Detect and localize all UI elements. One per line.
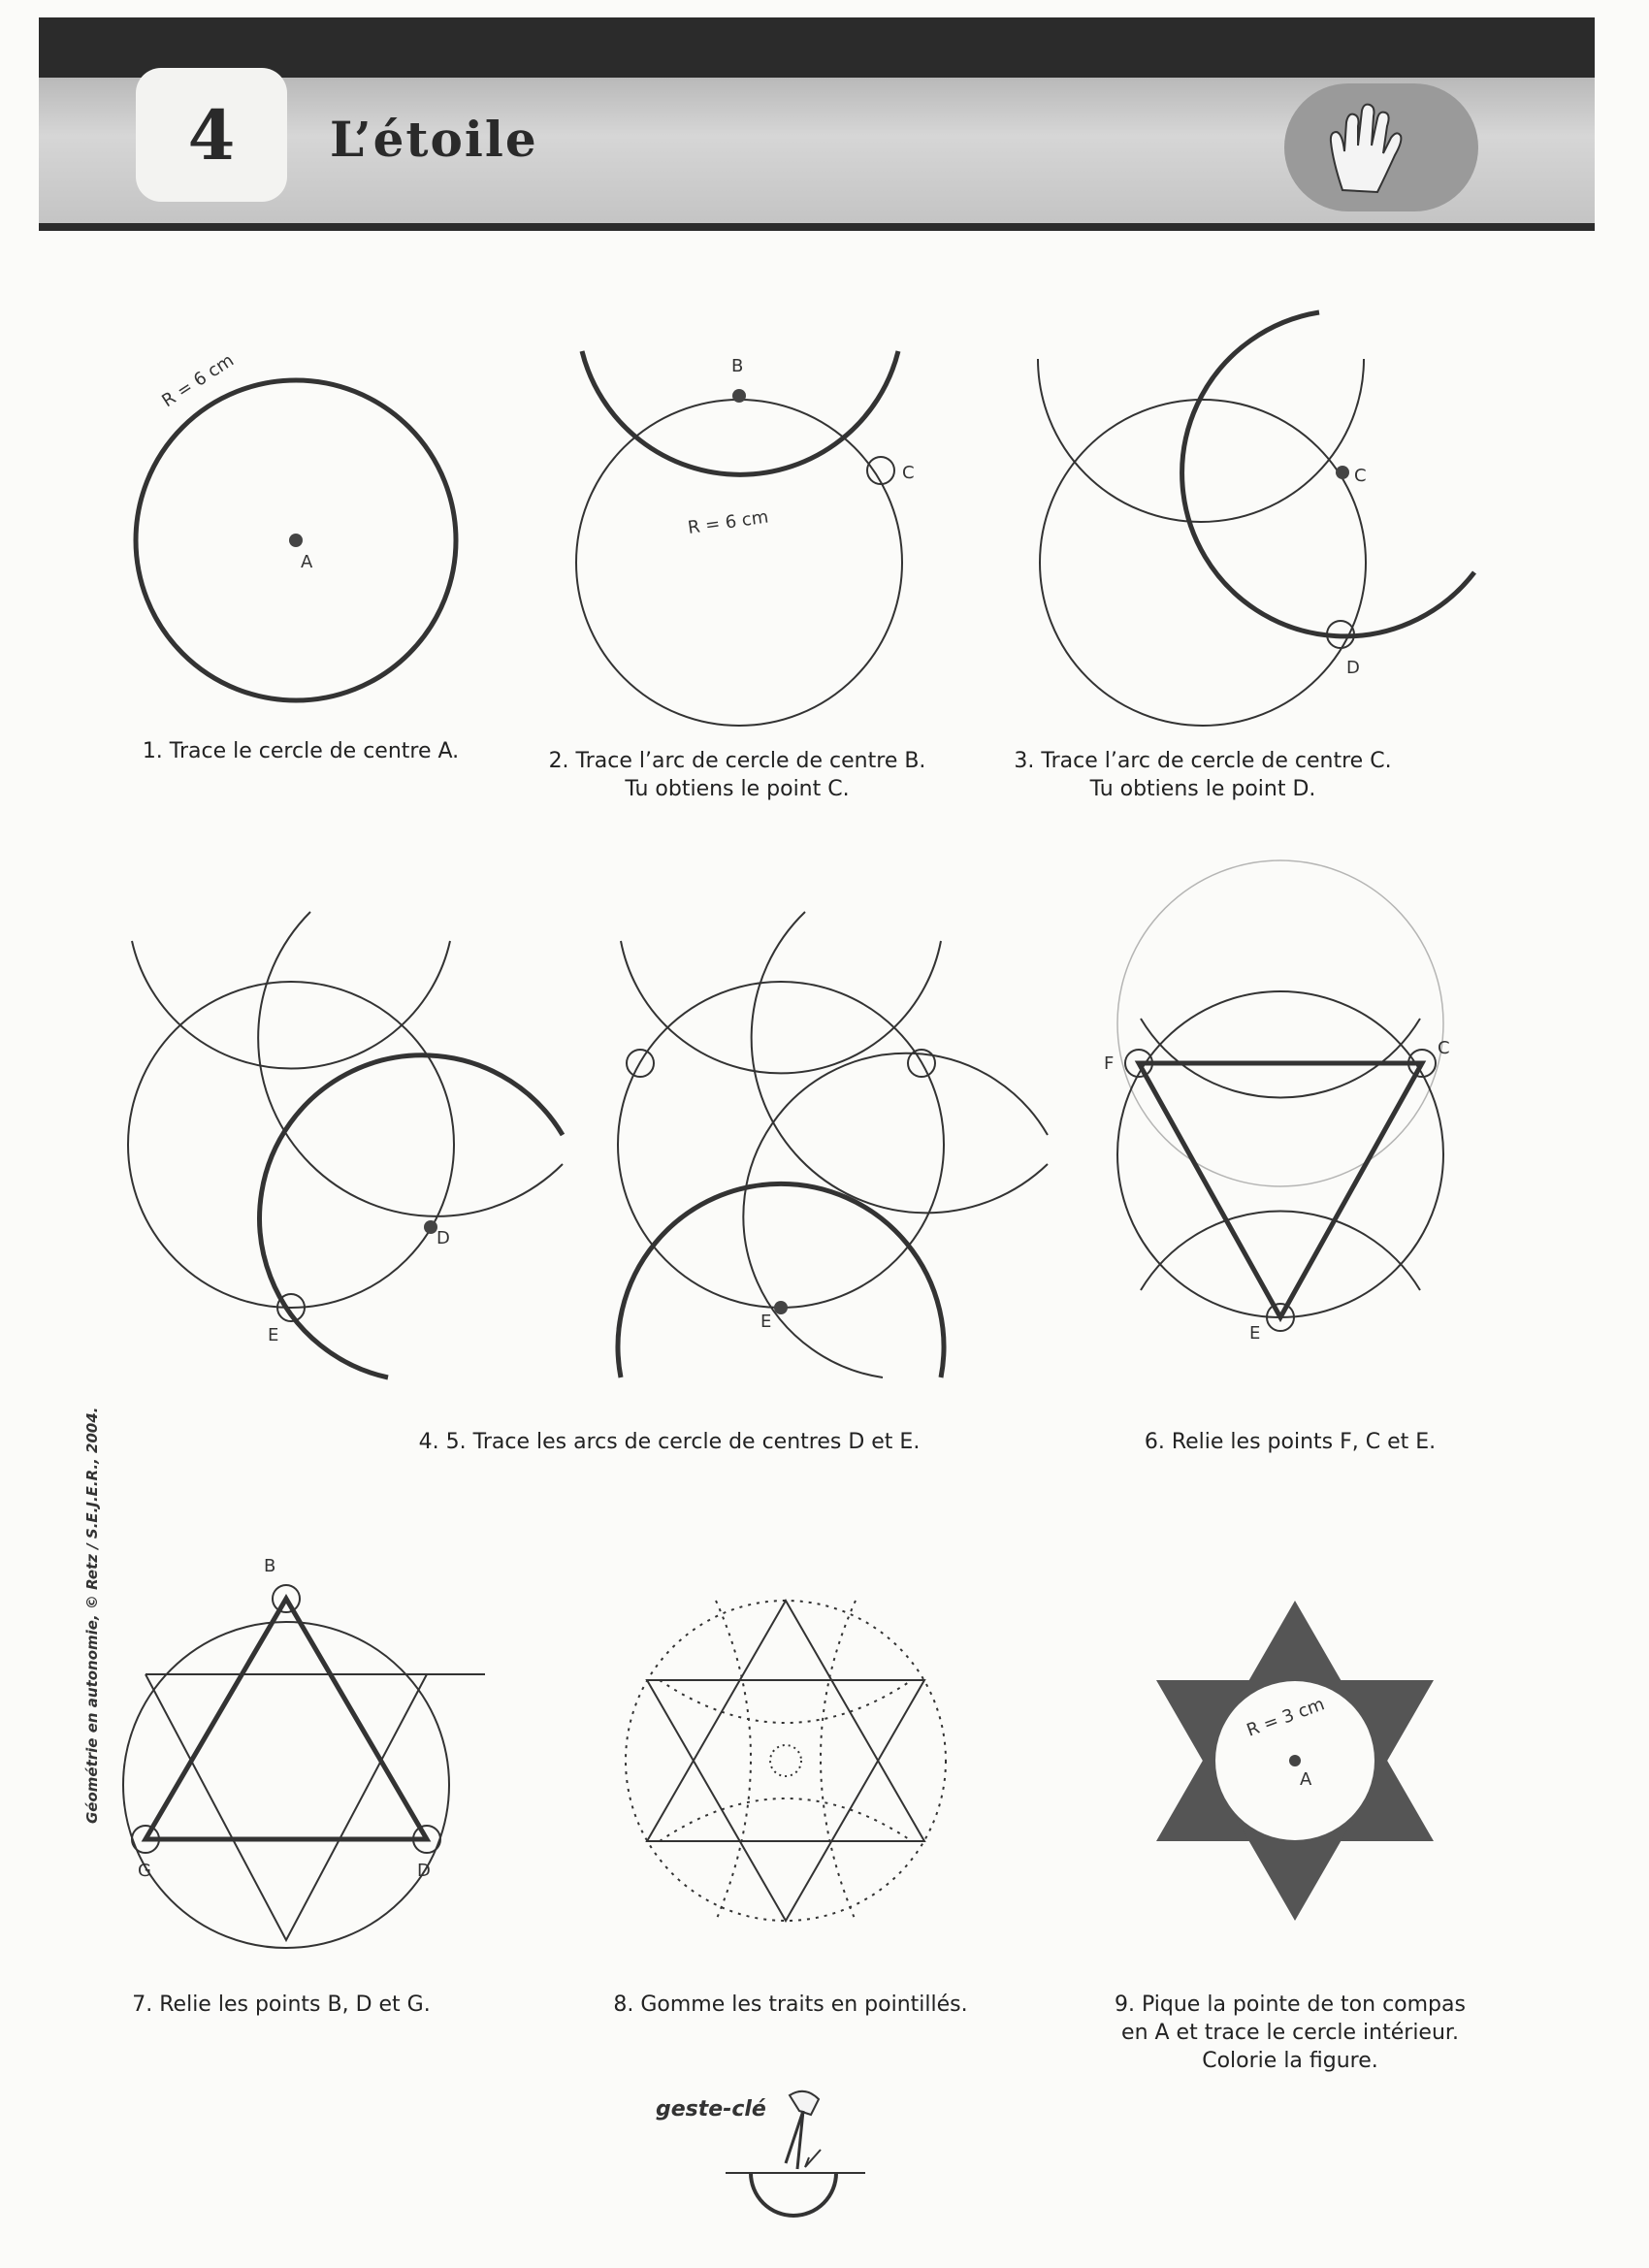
hand-icon-badge [1284,83,1478,211]
label-g: G [138,1861,151,1881]
star-triangle-up [647,1601,924,1841]
label-e: E [268,1325,279,1345]
center-marker [770,1745,801,1776]
label-d: D [436,1228,450,1248]
arc-c [752,912,1048,1213]
label-c: C [1354,466,1367,486]
arc-e [1141,1212,1420,1290]
header-banner [39,17,1595,231]
caption-3-line1: 3. Trace l’arc de cercle de centre C. [1014,749,1392,773]
label-c: C [1438,1038,1450,1058]
figure-9 [1135,1591,1455,1940]
compass-hand-icon [718,2076,873,2241]
point-d [424,1220,437,1234]
caption-6: 6. Relie les points F, C et E. [1144,1430,1437,1454]
label-f: F [1104,1053,1115,1074]
caption-9 [1077,1991,1504,2075]
figure-7 [107,1542,514,1989]
point-e [774,1301,788,1314]
center-point-a [289,534,303,547]
arc-d [260,1055,563,1377]
circle-a-dotted [626,1601,946,1921]
figure-6 [1086,931,1494,1358]
caption-9-line2: en A et trace le cercle intérieur. [1121,2021,1459,2045]
label-c: C [902,463,915,483]
circle-a [618,982,944,1308]
side-credit: Géométrie en autonomie, © Retz / S.E.J.E.R., 2004. [83,1407,101,1824]
circle-a [576,400,902,726]
point-b [732,389,746,403]
center-point-a [1289,1755,1301,1766]
arc-b [1141,1019,1420,1097]
caption-9-line1: 9. Pique la pointe de ton compas [1115,1993,1466,2017]
figure-4 [116,892,582,1397]
triangle-fce [146,1674,427,1940]
caption-2-line2: Tu obtiens le point C. [625,777,850,801]
arc-b [1038,359,1364,522]
label-b: B [264,1556,276,1576]
page-title: L’étoile [330,111,538,168]
caption-2 [534,747,941,803]
caption-2-line1: 2. Trace l’arc de cercle de centre B. [548,749,926,773]
label-e: E [1249,1323,1261,1344]
caption-1: 1. Trace le cercle de centre A. [142,739,460,763]
arc-e [618,1183,944,1377]
caption-9-line3: Colorie la figure. [1202,2049,1378,2073]
arc-c [258,912,563,1216]
star-triangle-down [647,1680,924,1921]
exercise-number: 4 [136,68,287,202]
arc-d [743,1053,1048,1377]
hand-icon [1284,83,1478,211]
label-b: B [731,356,744,376]
arc-b [132,941,450,1069]
triangle-bdg [146,1599,427,1839]
circle-a [1117,991,1443,1317]
circle-a [123,1622,449,1948]
circle-a [128,982,454,1308]
point-c-marker [867,457,894,484]
figure-5 [601,892,1067,1397]
radius-label: R = 6 cm [158,350,238,412]
triangle-fce [1139,1063,1422,1317]
figure-8 [601,1571,1028,1989]
caption-8: 8. Gomme les traits en pointillés. [613,1993,968,2017]
figure-1 [116,330,485,698]
circle-a [1040,400,1366,726]
radius-label: R = 3 cm [1244,1694,1328,1741]
label-e: E [760,1312,772,1332]
label-d: D [417,1861,431,1881]
caption-3 [999,747,1406,803]
construction-arcs-dotted [660,1601,912,1921]
point-c [1336,466,1349,479]
arc-guides [1117,860,1443,1186]
caption-7: 7. Relie les points B, D et G. [132,1993,431,2017]
caption-4-5: 4. 5. Trace les arcs de cercle de centres D et E. [418,1430,921,1454]
geste-cle-label: geste-clé [656,2097,766,2122]
label-a: A [301,552,313,572]
label-a: A [1300,1769,1312,1790]
caption-3-line2: Tu obtiens le point D. [1089,777,1316,801]
label-d: D [1346,658,1360,678]
radius-label: R = 6 cm [686,506,770,538]
figure-2 [553,320,960,728]
arc-c [1182,312,1474,636]
figure-3 [1009,301,1513,708]
